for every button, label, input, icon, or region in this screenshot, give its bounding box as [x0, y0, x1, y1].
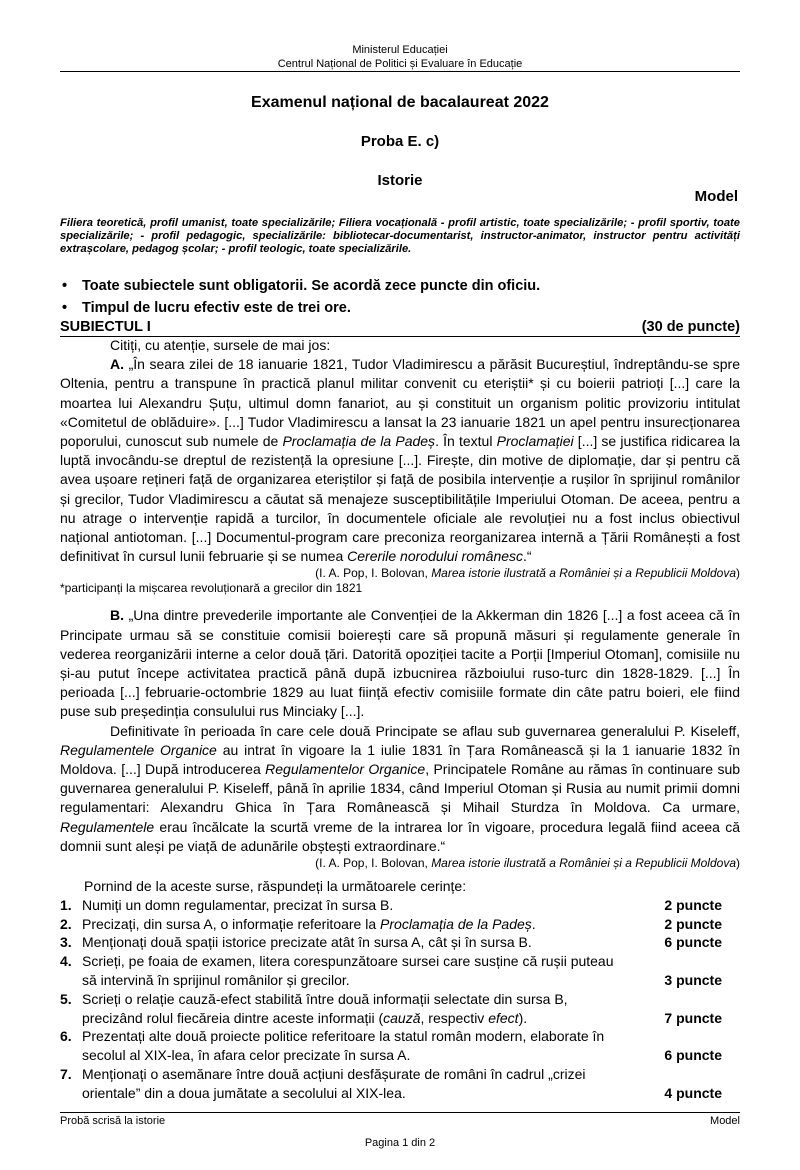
footer-left: Probă scrisă la istorie: [60, 1115, 166, 1127]
filiera-text: Filiera teoretică, profil umanist, toate specializările; Filiera vocațională - profil artistic, toate specializările; - profil sportiv, toate specializările; - profil pedagogic, specializările: bibliotecar-documentarist, instructor-animator, instructor pentru activități extrașcolare, pedagog școlar; - profil teologic, toate specializările.: [60, 217, 740, 255]
source-b-text-2: Definitivate în perioada în care cele două Principate se aflau sub guvernarea generalului P. Kiseleff, Regulamentele Organice au intrat în vigoare la 1 iulie 1831 în Țara Românească și la 1 ianuarie 1832 în Moldova. [...] După introducerea Regulamentelor Organice, Principatele Române au rămas în continuare sub guvernarea generalului P. Kiseleff, până în aprilie 1834, când Imperiul Otoman și Rusia au numit primii domni regulamentari: Alexandru Ghica în Țara Românească și Mihail Sturdza în Moldova. Ca urmare, Regulamentele erau încălcate la scurtă vreme de la intrarea lor în vigoare, procedura legală fiind aceea că domnii sunt aleși pe viață de adunările obștești extraordinare.“: [60, 722, 741, 854]
task-points: 6 puncte: [664, 934, 722, 951]
rule-item: • Timpul de lucru efectiv este de trei ore.: [60, 297, 740, 319]
task-item: 7. Menționați o asemănare între două acțiuni desfășurate de români în cadrul „crizei orientale” din a doua jumătate a secolului al XIX-lea. 4 puncte: [60, 1065, 722, 1101]
subiect-label: SUBIECTUL I: [60, 319, 151, 335]
bullet-icon: •: [62, 300, 68, 316]
page-number: Pagina 1 din 2: [364, 1137, 436, 1149]
task-points: 2 puncte: [664, 896, 722, 913]
source-a-citation: (I. A. Pop, I. Bolovan, Marea istorie ilustrată a României și a Republicii Moldova): [315, 566, 740, 581]
task-points: 2 puncte: [664, 915, 722, 932]
source-b-letter: B.: [110, 607, 124, 624]
center-header: Centrul Național de Politici și Evaluare în Educație: [277, 58, 523, 70]
model-label: Model: [694, 188, 738, 205]
exam-proba: Proba E. c): [360, 133, 440, 150]
tasks-intro: Pornind de la aceste surse, răspundeți la următoarele cerințe:: [84, 878, 467, 894]
tasks-list: [60, 877, 740, 1103]
bullet-icon: •: [62, 278, 68, 294]
ministry-header: Ministerul Educației: [352, 44, 448, 56]
exam-title: Examenul național de bacalaureat 2022: [251, 94, 549, 111]
source-a-letter: A.: [110, 356, 124, 373]
header-divider: [60, 71, 740, 72]
task-points: 3 puncte: [664, 971, 722, 988]
exam-subject: Istorie: [377, 172, 423, 189]
subiect-heading: [60, 318, 740, 337]
task-points: 4 puncte: [664, 1084, 722, 1101]
task-points: 7 puncte: [664, 1009, 722, 1026]
source-a-text: A. „În seara zilei de 18 ianuarie 1821, Tudor Vladimirescu a părăsit Bucureștiul, îndreptându-se spre Oltenia, pentru a transpune în practică planul militar convenit cu eteriștii* și cu boierii patrioți [...] care la moartea lui Alexandru Șuțu, ultimul domn fanariot, au și constituit un organism politic provizoriu intitulat «Comitetul de oblăduire». [...] Tudor Vladimirescu a lansat la 23 ianuarie 1821 un apel pentru insurecționarea poporului, cunoscut sub numele de Proclamația de la Padeș. În textul Proclamației [...] se justifica ridicarea la luptă invocându-se dreptul de rezistență la opresiune [...]. Firește, din motive de diplomație, dar și pentru că avea ușoare rețineri față de organizarea eteriștilor și față de posibila intervenție a rușilor în sprijinul românilor și grecilor, Tudor Vladimirescu a căutat să menajeze susceptibilitățile Imperiului Otoman. De aceea, pentru a nu atrage o intervenție rapidă a turcilor, în documentele oficiale ale revoluției nu a fost inclus obiectivul național antiotoman. [...] Documentul-program care preconiza reorganizarea internă a Țării Românești a fost definitivat în cursul lunii februarie și se numea Cererile norodului românesc.“: [60, 356, 740, 565]
exam-rules: [60, 275, 740, 319]
task-item: 1. Numiți un domn regulamentar, precizat în sursa B. 2 puncte: [60, 896, 722, 913]
footer-right: Model: [710, 1115, 740, 1127]
task-item: 2. Precizați, din sursa A, o informație referitoare la Proclamația de la Padeș. 2 puncte: [60, 915, 722, 932]
source-b-text: B. „Una dintre prevederile importante ale Convenției de la Akkerman din 1826 [...] a fost aceea că în Principate urmau să se constituie comisii boierești care să propună măsuri și regulamente generale în vederea reorganizării interne a celor două țări. Datorită opoziției tacite a Porții [Imperiul Otoman], comisiile nu și-au putut începe activitatea practică până după izbucnirea războiului ruso-turc din 1828-1829. [...] În perioada [...] februarie-octombrie 1829 au luat ființă efectiv comisiile formate din câte patru boieri, ele fiind puse sub președinția consulului rus Minciaky [...].: [60, 607, 740, 720]
task-item: 6. Prezentați alte două proiecte politice referitoare la statul român modern, elaborate în secolul al XIX-lea, în afara celor precizate în sursa A. 6 puncte: [60, 1028, 722, 1064]
source-b-citation: (I. A. Pop, I. Bolovan, Marea istorie ilustrată a României și a Republicii Moldova): [315, 856, 740, 871]
task-item: 5. Scrieți o relație cauză-efect stabilită între două informații selectate din sursa B, precizând rolul fiecăreia dintre aceste informații (cauză, respectiv efect). 7 puncte: [60, 990, 722, 1026]
source-a-footnote: *participanți la mișcarea revoluționară a grecilor din 1821: [60, 581, 363, 596]
subiect-points: (30 de puncte): [641, 319, 740, 335]
task-item: 4. Scrieți, pe foaia de examen, litera corespunzătoare sursei care susține că rușii puteau să intervină în sprijinul românilor și grecilor. 3 puncte: [60, 953, 722, 988]
task-points: 6 puncte: [664, 1047, 722, 1064]
sources-body: [60, 336, 740, 871]
task-item: 3. Menționați două spații istorice precizate atât în sursa A, cât și în sursa B. 6 puncte: [60, 934, 722, 951]
rule-item: • Toate subiectele sunt obligatorii. Se acordă zece puncte din oficiu.: [60, 275, 740, 297]
sources-intro: Citiți, cu atenție, sursele de mai jos:: [110, 337, 331, 353]
footer-divider: [60, 1112, 740, 1113]
